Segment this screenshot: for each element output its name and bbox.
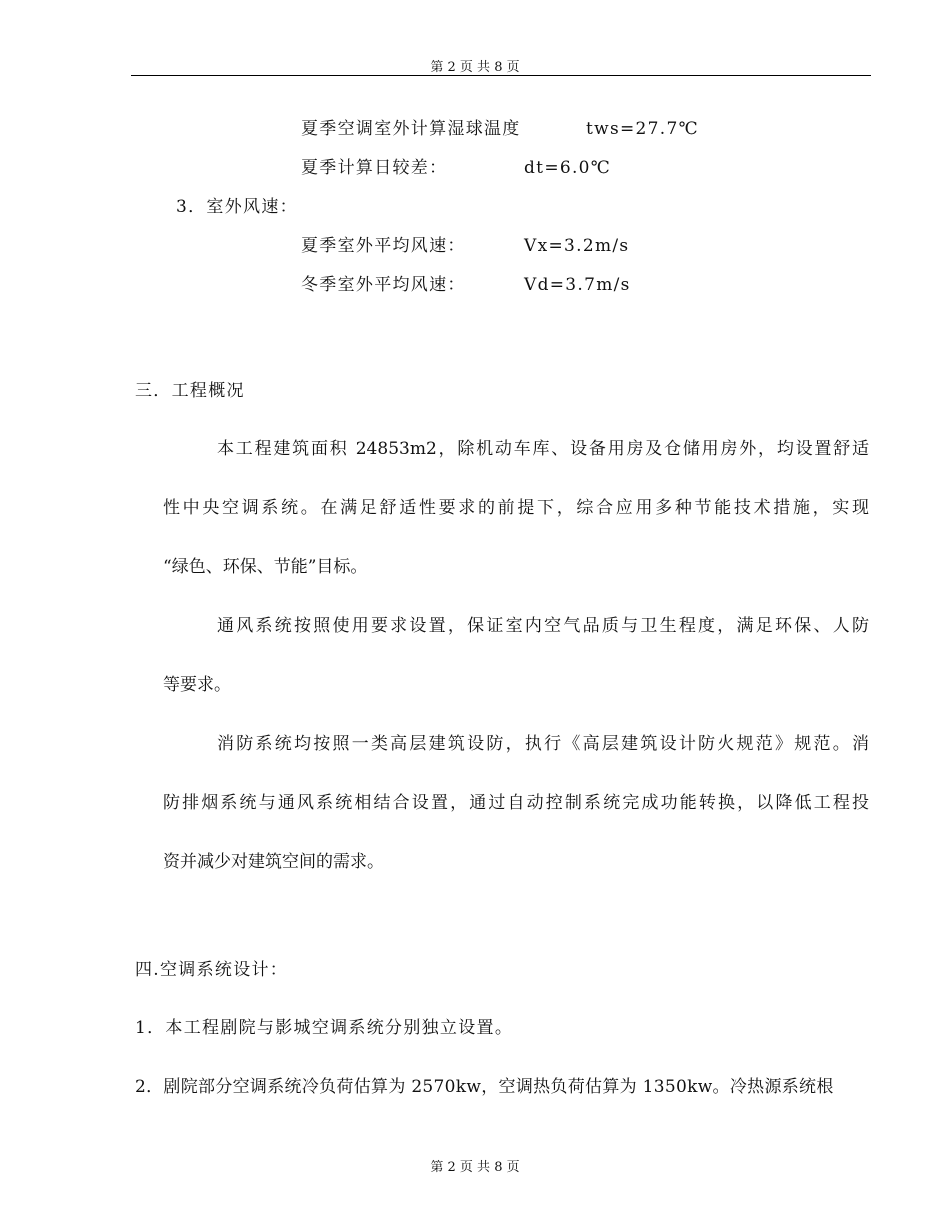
- summer-wind-label: 夏季室外平均风速：: [301, 236, 466, 256]
- paragraph-line: “绿色、环保、节能”目标。: [163, 557, 368, 577]
- summer-wind-value: Vx=3.2m/s: [524, 236, 630, 256]
- section3-paragraph-2: [163, 597, 869, 715]
- daily-range-label: 夏季计算日较差：: [301, 158, 448, 178]
- paragraph-line: 通风系统按照使用要求设置，保证室内空气品质与卫生程度，满足环保、人防: [217, 616, 869, 636]
- paragraph-line: 资并减少对建筑空间的需求。: [163, 852, 384, 872]
- wind-heading: 3．室外风速：: [176, 197, 298, 217]
- page-footer: 第 2 页 共 8 页: [430, 1160, 520, 1175]
- section4-title: 四.空调系统设计：: [135, 960, 289, 980]
- page-header: 第 2 页 共 8 页: [430, 60, 520, 75]
- paragraph-line: 防排烟系统与通风系统相结合设置，通过自动控制系统完成功能转换，以降低工程投: [163, 793, 869, 813]
- section4-item-1: 1．本工程剧院与影城空调系统分别独立设置。: [135, 1018, 514, 1038]
- wetbulb-label: 夏季空调室外计算湿球温度: [301, 119, 521, 139]
- winter-wind-label: 冬季室外平均风速：: [301, 275, 466, 295]
- winter-wind-value: Vd=3.7m/s: [524, 275, 631, 295]
- paragraph-line: 性中央空调系统。在满足舒适性要求的前提下，综合应用多种节能技术措施，实现: [163, 498, 869, 518]
- section3-paragraph-3: [163, 715, 869, 892]
- section4-item-2: 2．剧院部分空调系统冷负荷估算为 2570kw，空调热负荷估算为 1350kw。冷热源系统根: [135, 1077, 834, 1097]
- wetbulb-value: tws=27.7℃: [586, 119, 699, 139]
- paragraph-line: 等要求。: [163, 675, 231, 695]
- daily-range-value: dt=6.0℃: [524, 158, 612, 178]
- header-rule: [131, 75, 871, 76]
- section3-paragraph-1: [163, 420, 869, 597]
- paragraph-line: 消防系统均按照一类高层建筑设防，执行《高层建筑设计防火规范》规范。消: [217, 734, 869, 754]
- section3-title: 三．工程概况: [135, 381, 245, 401]
- paragraph-line: 本工程建筑面积 24853m2，除机动车库、设备用房及仓储用房外，均设置舒适: [217, 439, 869, 459]
